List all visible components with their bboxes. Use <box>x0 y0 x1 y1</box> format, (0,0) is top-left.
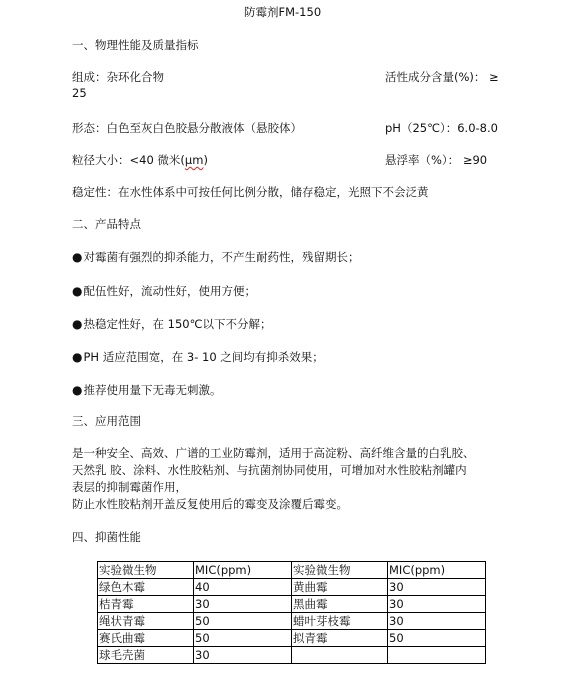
table-row <box>98 579 486 596</box>
table-cell: 黑曲霉 <box>292 596 388 613</box>
stability-text: 稳定性：在水性体系中可按任何比例分散，储存稳定，光照下不会泛黄 <box>72 185 429 199</box>
feature-item: ● 热稳定性好，在 150℃以下不分解； <box>72 317 272 331</box>
application-line: 天然乳 胶、涂料、水性胶粘剂、与抗菌剂协同使用，可增加对水性胶粘剂罐内 <box>72 463 467 477</box>
table-row <box>98 647 486 664</box>
section-heading-features: 二、产品特点 <box>72 217 141 231</box>
table-cell: 40 <box>194 579 292 596</box>
form-text: 形态：白色至灰白色胶悬分散液体（悬胶体） <box>72 121 302 135</box>
mic-table <box>97 561 486 664</box>
particle-size-text <box>72 153 208 167</box>
application-line: 表层的抑制霉菌作用， <box>72 480 187 494</box>
table-cell: 蜡叶芽枝霉 <box>292 613 388 630</box>
document-title: 防霉剂FM-150 <box>244 5 322 19</box>
application-line: 防止水性胶粘剂开盖反复使用后的霉变及涂覆后霉变。 <box>72 497 348 511</box>
table-cell: 赛氏曲霉 <box>98 630 194 647</box>
table-cell: 桔青霉 <box>98 596 194 613</box>
section-heading-antifungal: 四、抑菌性能 <box>72 530 141 544</box>
table-cell: 30 <box>388 596 486 613</box>
float-rate-text: 悬浮率（%）： ≥90 <box>385 153 488 167</box>
section-heading-physical: 一、物理性能及质量指标 <box>72 38 199 52</box>
table-cell <box>292 647 388 664</box>
header-cell: 实验微生物 <box>292 562 388 579</box>
ph-text: pH（25℃）：6.0-8.0 <box>385 121 498 135</box>
table-cell: 50 <box>388 630 486 647</box>
table-cell: 30 <box>194 596 292 613</box>
active-content-value: 25 <box>72 86 87 100</box>
table-row <box>98 630 486 647</box>
section-heading-application: 三、应用范围 <box>72 414 141 428</box>
table-cell <box>388 647 486 664</box>
table-cell: 黄曲霉 <box>292 579 388 596</box>
table-row <box>98 613 486 630</box>
particle-size-unit: μm <box>184 153 204 167</box>
feature-item: ● PH 适应范围宽，在 3- 10 之间均有抑杀效果； <box>72 350 324 364</box>
table-cell: 50 <box>194 613 292 630</box>
header-cell: 实验微生物 <box>98 562 194 579</box>
table-cell: 30 <box>388 579 486 596</box>
table-cell: 球毛壳菌 <box>98 647 194 664</box>
header-cell: MIC(ppm) <box>388 562 486 579</box>
table-cell: 30 <box>194 647 292 664</box>
table-row <box>98 596 486 613</box>
table-cell: 30 <box>388 613 486 630</box>
table-cell: 绳状青霉 <box>98 613 194 630</box>
table-header-row <box>98 562 486 579</box>
header-cell: MIC(ppm) <box>194 562 292 579</box>
feature-item: ● 配伍性好，流动性好，使用方便； <box>72 284 256 298</box>
particle-size-prefix: 粒径大小：<40 微米( <box>72 153 185 167</box>
table-cell: 绿色木霉 <box>98 579 194 596</box>
particle-size-suffix: ) <box>203 153 208 167</box>
table-cell: 50 <box>194 630 292 647</box>
application-line: 是一种安全、高效、广谱的工业防霉剂，适用于高淀粉、高纤维含量的白乳胶、 <box>72 446 475 460</box>
active-content-label: 活性成分含量(%)： ≥ <box>385 70 499 84</box>
feature-item: ● 对霉菌有强烈的抑杀能力，不产生耐药性，残留期长； <box>72 250 359 264</box>
composition-text: 组成：杂环化合物 <box>72 70 164 84</box>
feature-item: ● 推荐使用量下无毒无刺激。 <box>72 383 221 397</box>
table-cell: 拟青霉 <box>292 630 388 647</box>
